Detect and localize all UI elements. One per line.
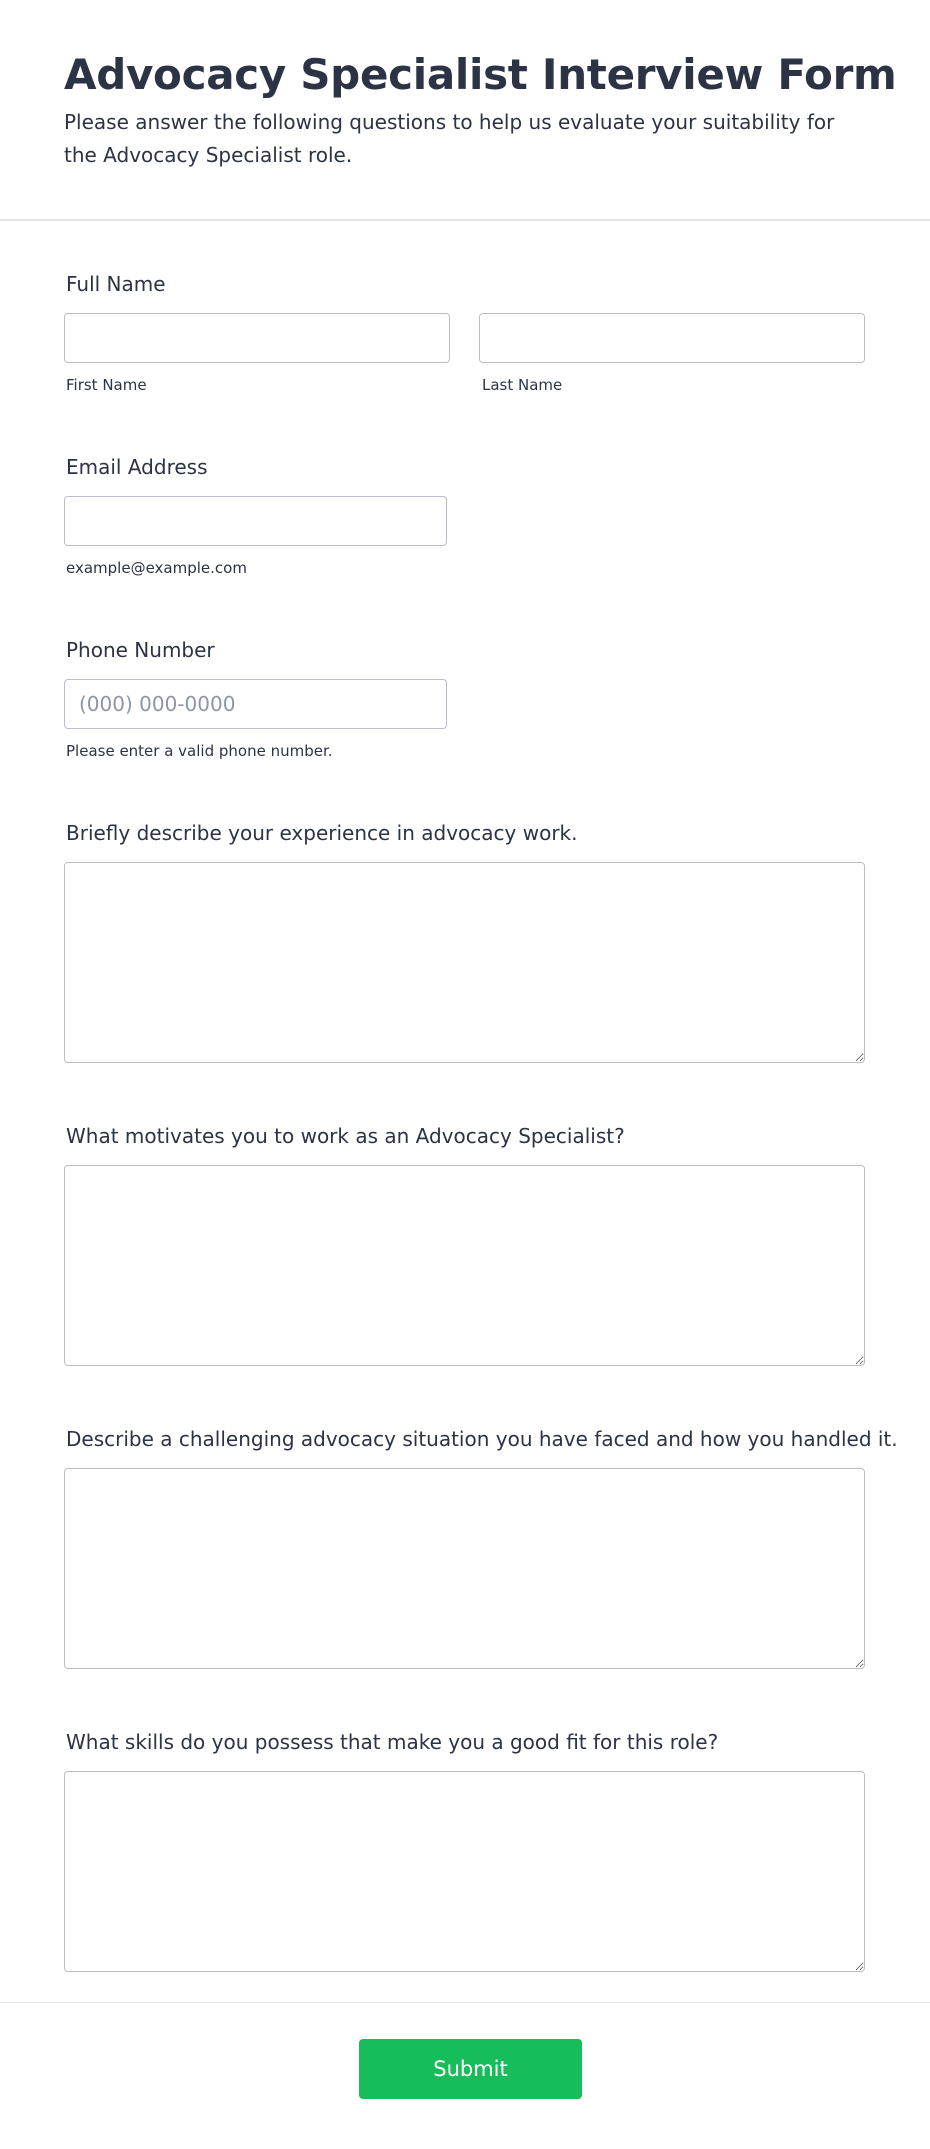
footer-divider (0, 2002, 930, 2003)
last-name-sublabel: Last Name (482, 376, 563, 394)
form-subtitle: Please answer the following questions to help us evaluate your suitability for the Advocacy Specialist role. (64, 110, 835, 167)
form-header (0, 0, 930, 221)
first-name-sublabel: First Name (66, 376, 147, 394)
challenge-label: Describe a challenging advocacy situation you have faced and how you handled it. (66, 1427, 898, 1451)
last-name-input[interactable] (479, 313, 865, 363)
form-title: Advocacy Specialist Interview Form (64, 50, 897, 99)
first-name-input[interactable] (64, 313, 450, 363)
motivation-textarea[interactable] (64, 1165, 865, 1366)
phone-label: Phone Number (66, 638, 215, 662)
email-label: Email Address (66, 455, 208, 479)
email-sublabel: example@example.com (66, 559, 247, 577)
submit-button[interactable]: Submit (359, 2039, 582, 2099)
phone-sublabel: Please enter a valid phone number. (66, 742, 333, 760)
email-input[interactable] (64, 496, 447, 546)
skills-textarea[interactable] (64, 1771, 865, 1972)
skills-label: What skills do you possess that make you a good fit for this role? (66, 1730, 719, 1754)
motivation-label: What motivates you to work as an Advocacy Specialist? (66, 1124, 625, 1148)
challenge-textarea[interactable] (64, 1468, 865, 1669)
full-name-label: Full Name (66, 272, 166, 296)
experience-textarea[interactable] (64, 862, 865, 1063)
experience-label: Briefly describe your experience in advocacy work. (66, 821, 578, 845)
phone-input[interactable] (64, 679, 447, 729)
